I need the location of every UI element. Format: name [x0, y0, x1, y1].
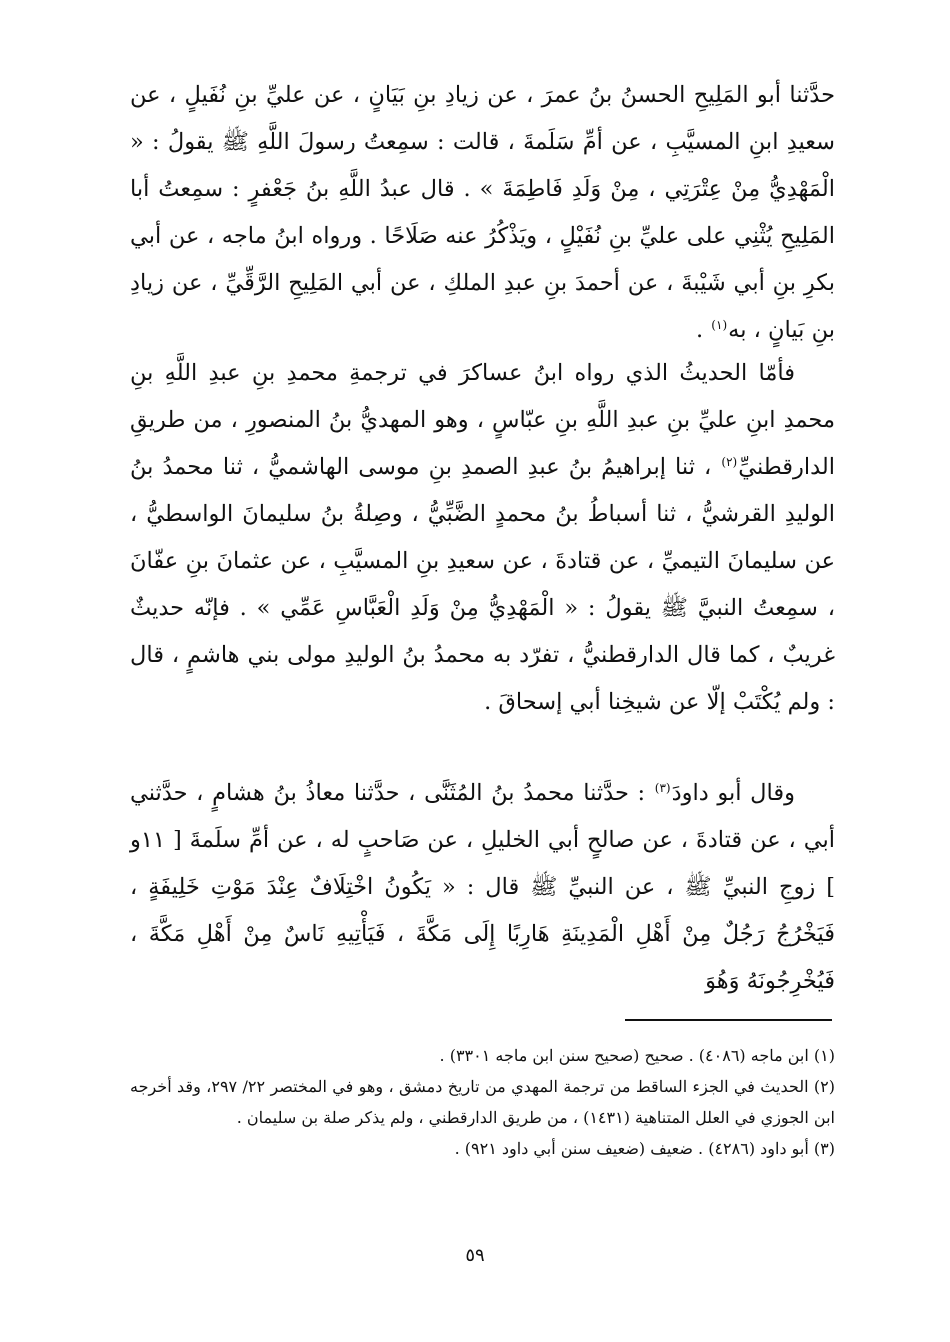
footnote-divider — [625, 1019, 832, 1021]
footnote-ref-3: (٣) — [654, 780, 671, 795]
paragraph-2 — [130, 350, 835, 726]
paragraph-1 — [130, 72, 835, 354]
paragraph-1-tail: . — [695, 317, 711, 343]
footnote-ref-2: (٢) — [721, 454, 738, 469]
paragraph-2-tail: ، ثنا إبراهيمُ بنُ عبدِ الصمدِ بنِ موسى الهاشميُّ ، ثنا محمدُ بنُ الوليدِ القرشيُّ ، ثنا أسباطُ بنُ محمدٍ الضَّبِّيُّ ، وصِلةُ بنُ سليمانَ الواسطيُّ ، عن سليمانَ التيميِّ ، عن قتادةَ ، عن سعيدِ بنِ المسيَّبِ ، عن عثمانَ بنِ عفّانَ ، سمِعتُ النبيَّ ﷺ يقولُ : « الْمَهْدِيُّ مِنْ وَلَدِ الْعَبَّاسِ عَمِّي » . فإنّه حديثٌ غريبٌ ، كما قال الدارقطنيُّ ، تفرّد به محمدُ بنُ الوليدِ مولى بني هاشمٍ ، قال : ولم يُكْتَبْ إلّا عن شيخِنا أبي إسحاقَ . — [130, 454, 835, 715]
footnote-ref-1: (١) — [711, 317, 728, 332]
paragraph-3-tail: : حدَّثنا محمدُ بنُ المُثَنَّى ، حدَّثنا معاذُ بنُ هشامٍ ، حدَّثني أبي ، عن قتادةَ ، عن صالحٍ أبي الخليلِ ، عن صَاحبٍ له ، عن أمِّ سلَمةَ [ ١١و ] زوجِ النبيِّ ﷺ ، عن النبيِّ ﷺ قال : « يَكُونُ اخْتِلَافٌ عِنْدَ مَوْتِ خَلِيفَةٍ ، فَيَخْرُجُ رَجُلٌ مِنْ أَهْلِ الْمَدِينَةِ هَارِبًا إِلَى مَكَّةَ ، فَيَأْتِيهِ نَاسٌ مِنْ أَهْلِ مَكَّةَ ، فَيُخْرِجُونَهُ وَهُوَ — [130, 780, 835, 994]
footnote-1: (١) ابن ماجه (٤٠٨٦) . صحيح (صحيح سنن ابن ماجه ٣٣٠١) . — [439, 1046, 835, 1065]
paragraph-3-text: وقال أبو داودَ — [671, 780, 796, 806]
footnote-2: (٢) الحديث في الجزء الساقط من ترجمة المهدي من تاريخ دمشق ، وهو في المختصر ٢٢/ ٢٩٧، وقد أخرجه ابن الجوزي في العلل المتناهية (١٤٣١) ، من طريق الدارقطني ، ولم يذكر صلة بن سليمان . — [130, 1077, 835, 1127]
footnotes — [130, 1040, 835, 1164]
paragraph-2-text: فأمّا الحديثُ الذي رواه ابنُ عساكرَ في ترجمةِ محمدِ بنِ عبدِ اللَّهِ بنِ محمدِ ابنِ عليِّ بنِ عبدِ اللَّهِ بنِ عبّاسٍ ، وهو المهديُّ بنُ المنصورِ ، من طريقِ الدارقطنيِّ — [130, 360, 835, 480]
page-number: ٥٩ — [465, 1245, 485, 1266]
paragraph-3 — [130, 770, 835, 1005]
footnote-3: (٣) أبو داود (٤٢٨٦) . ضعيف (ضعيف سنن أبي داود ٩٢١) . — [454, 1139, 835, 1158]
paragraph-1-text: حدَّثنا أبو المَلِيحِ الحسنُ بنُ عمرَ ، عن زيادِ بنِ بَيَانٍ ، عن عليِّ بنِ نُفَيلٍ ، عن سعيدِ ابنِ المسيَّبِ ، عن أمِّ سَلَمةَ ، قالت : سمِعتُ رسولَ اللَّهِ ﷺ يقولُ : « الْمَهْدِيُّ مِنْ عِتْرَتِي ، مِنْ وَلَدِ فَاطِمَةَ » . قال عبدُ اللَّهِ بنُ جَعْفرٍ : سمِعتُ أبا المَلِيحِ يُثْنِي على عليِّ بنِ نُفَيْلٍ ، ويَذْكُرُ عنه صَلَاحًا . ورواه ابنُ ماجه ، عن أبي بكرِ بنِ أبي شَيْبةَ ، عن أحمدَ بنِ عبدِ الملكِ ، عن أبي المَلِيحِ الرَّقِّيِّ ، عن زيادِ بنِ بَيانٍ ، به — [130, 82, 835, 343]
